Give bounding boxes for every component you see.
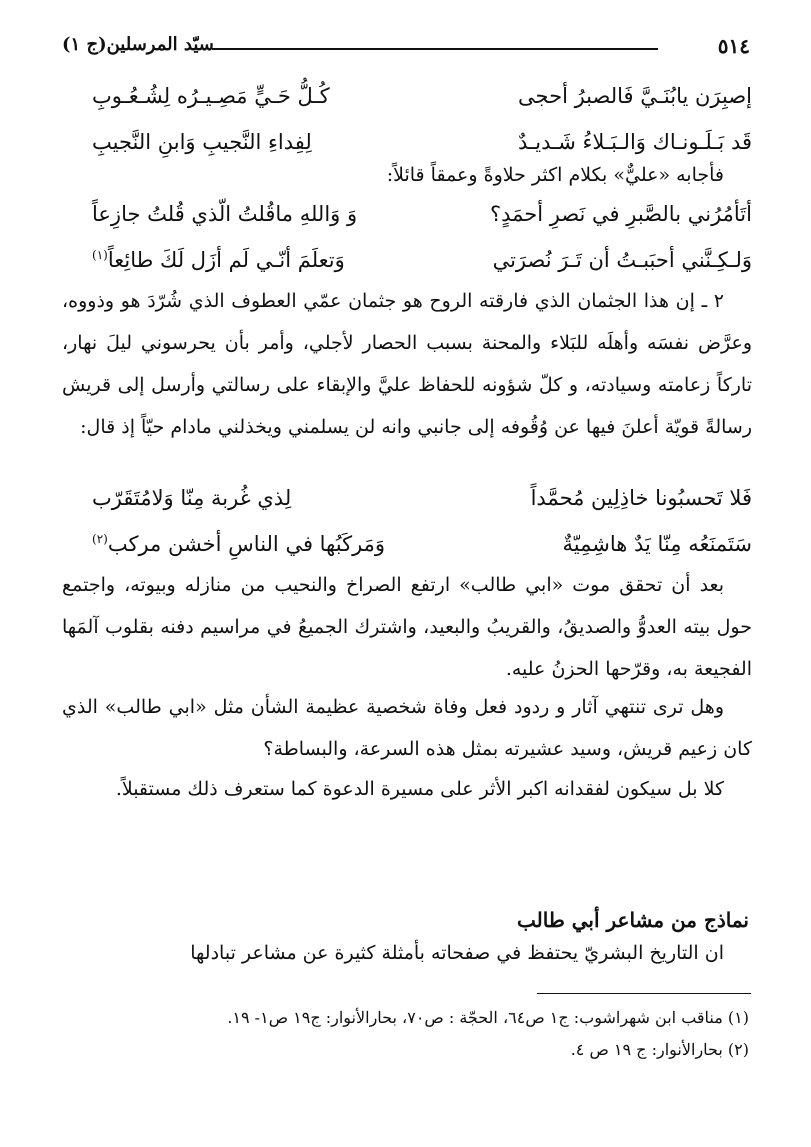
verse-second-hemistich: كُـلُّ حَـيٍّ مَصِـيـرُه لِشُـعُـوبِ — [92, 84, 330, 108]
verse-first-hemistich: قَد بَـلَـونـاك وَالـبَـلاءُ شَـديـدٌ — [518, 130, 752, 154]
page-header — [62, 26, 750, 66]
verse-second-hemistich: وَ وَاللهِ ماقُلتُ الّذي قُلتُ جازِعاً — [92, 202, 358, 226]
intro-line: فأجابه «عليٌّ» بكلام اكثر حلاوةً وعمقاً قائلاً: — [386, 164, 724, 186]
footnote-mark: (١) — [92, 248, 108, 262]
verse-second-hemistich: وَمَركَبُها في الناسِ أخشن مركب$^{(٢)}$ — [92, 532, 386, 556]
verse-first-hemistich: إصبِرَن يابُنَـيَّ فَالصبرُ أحجى — [518, 84, 752, 108]
verse-line — [62, 202, 752, 248]
verse-second-hemistich: وَتعلَمَ أنّـي لَم أزَل لَكَ طائِعاً$^{(١)}$ — [92, 248, 345, 272]
verse-first-hemistich: فَلا تَحسبُونا خاذِلِين مُحمَّداً — [530, 486, 752, 510]
verse-first-hemistich: وَلـكِـنَّني أحبَبـتُ أن تَـرَ نُصرَتي — [492, 248, 752, 272]
paragraph: ٢ ـ إن هذا الجثمان الذي فارقته الروح هو جثمان عمّي العطوف الذي شُرّدَ هو وذووه، وعرَّض نفسَه وأهلَه للبَلاء والمحنة بسبب الحصار لأجلي، وأمر بأن يحرسوني ليلَ نهار، تاركاً زعامته وسيادته، و كلّ شؤونه للحفاظ عليَّ والإبقاء على رسالتي وأرسل إلى قريش رسالةً قويّة أعلنَ فيها عن وُقُوفه إلى جانبي وانه لن يسلمني ويخذلني مادام حيّاً إذ قال: — [62, 290, 752, 438]
verse-first-hemistich: أتَأمُرُني بالصَّبرِ في نَصرِ أحمَدٍ؟ — [489, 202, 752, 226]
verse-line — [62, 486, 752, 532]
footnote: (١) مناقب ابن شهراشوب: ج١ ص٦٤، الحجّة : ص٧٠، بحارالأنوار: ج١٩ ص١- ١٩. — [227, 1008, 749, 1027]
paragraph: ان التاريخ البشريّ يحتفظ في صفحاته بأمثلة كثيرة عن مشاعر تبادلها — [190, 942, 724, 964]
footnote-mark: (٢) — [92, 532, 108, 546]
page-number: ٥١٤ — [717, 34, 750, 58]
verse-second-hemistich: لِذي غُربة مِنّا وَلامُتَقَرّب — [92, 486, 292, 510]
paragraph: بعد أن تحقق موت «ابي طالب» ارتفع الصراخ والنحيب من منازله وبيوته، واجتمع حول بيته العدوُّ والصديقُ، والقريبُ والبعيد، واشترك الجميعُ في مراسيم دفنه بقلوب آلمَها الفجيعة به، وقرّحها الحزنُ عليه. — [62, 574, 752, 680]
verse-second-hemistich: لِفِداءِ النَّجيبِ وَابنِ النَّجيبِ — [92, 130, 312, 154]
footnote: (٢) بحارالأنوار: ج ١٩ ص ٤. — [570, 1040, 749, 1059]
header-rule — [212, 48, 658, 50]
verse-line — [62, 84, 752, 130]
verse-first-hemistich: سَتَمنَعُه مِنّا يَدٌ هاشِمِيّةٌ — [562, 532, 752, 556]
book-title: سيّد المرسلين(ج ١) — [62, 34, 214, 55]
section-subheading: نماذج من مشاعر أبي طالب — [517, 908, 749, 932]
paragraph: وهل ترى تنتهي آثار و ردود فعل وفاة شخصية عظيمة الشأن مثل «ابي طالب» الذي كان زعيم قريش، وسيد عشيرته بمثل هذه السرعة، والبساطة؟ — [62, 696, 752, 760]
paragraph: كلا بل سيكون لفقدانه اكبر الأثر على مسيرة الدعوة كما ستعرف ذلك مستقبلاً. — [115, 778, 724, 800]
footnote-divider — [537, 993, 751, 994]
